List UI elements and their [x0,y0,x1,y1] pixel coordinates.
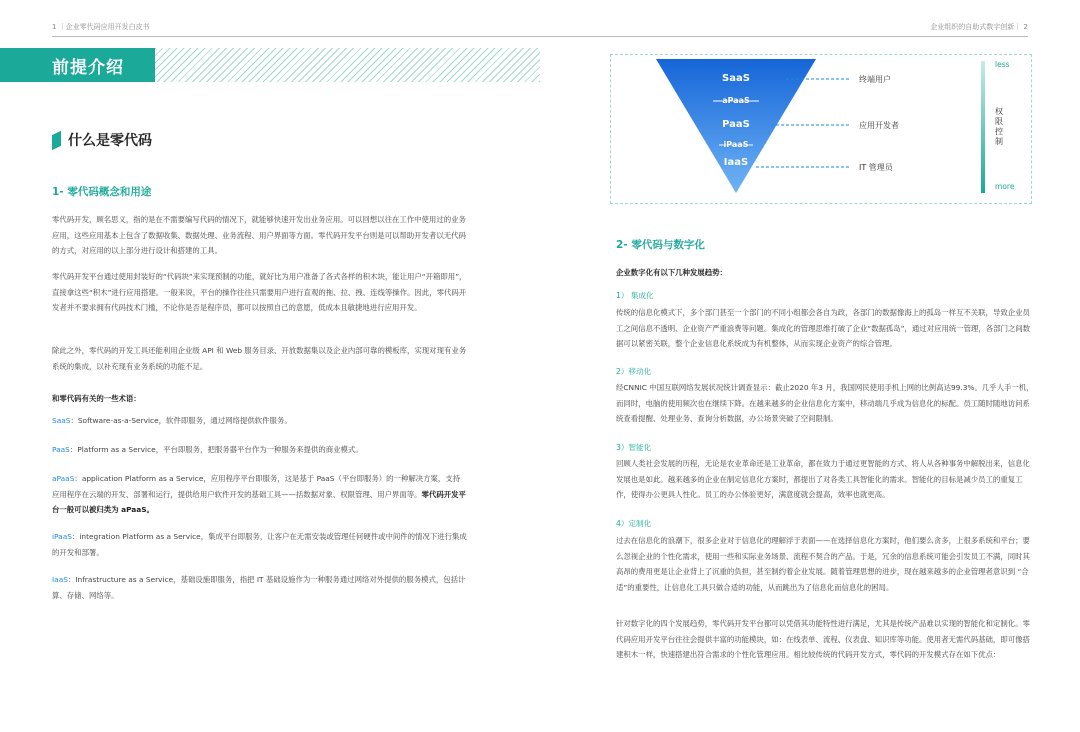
section-title: 什么是零代码 [68,133,152,149]
term-key: iPaaS [52,532,72,541]
trend-text-2: 经CNNIC 中国互联网络发展状况统计调查显示：截止2020 年3 月，我国网民使用手机上网的比例高达99.3%。几乎人手一机，而同时，电脑的使用频次也在继续下降。在越来越多的企业信息化方案中，移动端几乎成为信息化的标配。员工随时随地访问系统查看提醒、处理业务、查询分析数据，办公场景突破了空间限制。 [616,383,1034,423]
chapter-banner [0,48,540,82]
header-rule-left [52,36,540,37]
trend-text-1: 传统的信息化模式下，多个部门甚至一个部门的不同小组都会各自为政，各部门的数据像海上的孤岛一样互不关联，导致企业员工之间信息不透明、企业资产严重浪费等问题。集成化的管理思维打破了企业“数据孤岛”，通过对应用统一管理，各部门之间数据可以紧密关联，整个企业信息化系统成为有机整体，从而实现企业资产的综合管理。 [616,308,1031,348]
layer-saas: SaaS [722,73,750,84]
trend-text-3: 回顾人类社会发展的历程，无论是农业革命还是工业革命，都在致力于通过更智能的方式、将人从各种事务中解脱出来，信息化发展也是如此。越来越多的企业在制定信息化方案时，都提出了对各类工具智能化的需求。智能化的目标是减少员工的重复工作，使得办公更具人性化。员工的办公体验更好，满意度就会提高，效率也就更高。 [616,459,1030,499]
term-iaas: IaaS：Infrastructure as a Service，基础设施即服务，指把 IT 基础设施作为一种服务通过网络对外提供的服务模式，包括计算、存储、网络等。 [52,575,466,600]
term-apaas-emphasis: 零代码开发平台一般可以被归类为 aPaaS。 [52,489,466,514]
banner-hatch-pattern [155,48,540,82]
term-key: PaaS [52,445,70,454]
running-head-left: 1 ｜企业零代码应用开发白皮书 [52,23,150,31]
header-rule-right [540,36,1028,37]
term-ipaas: iPaaS：integration Platform as a Service，集成平台即服务，让客户在无需安装或管理任何硬件或中间件的情况下进行集成的开发和部署。 [52,532,467,557]
axis-label-permission: 权限控制 [995,107,1003,146]
subsection-heading-1: 1- 零代码概念和用途 [52,186,152,198]
term-key: SaaS [52,416,71,425]
terms-heading: 和零代码有关的一些术语： [52,394,141,403]
trend-title-4: 4）定制化 [616,519,652,528]
layer-paas: PaaS [722,119,750,130]
service-pyramid-diagram [610,54,1032,204]
chapter-title: 前提介绍 [52,58,124,78]
paragraph-2: 零代码开发平台通过使用封装好的“代码块”来实现预制的功能，就好比为用户准备了各式各样的积木块，能让用户“开箱即用”，直接拿这些“积木”进行应用搭建。一般来说，平台的操作往往只需要用户进行直观的拖、拉、拽、连线等操作。因此，零代码开发者并不要求拥有代码技术门槛，不论你是否是程序员，都可以按照自己的意愿，低成本且敏捷地进行应用开发。 [52,272,467,312]
term-key: IaaS [52,575,68,584]
paragraph-3: 除此之外，零代码的开发工具还能利用企业级 API 和 Web 服务目录、开放数据集以及企业内部可靠的模板库，实现对现有业务系统的集成，以补充现有业务系统的功能不足。 [52,346,467,371]
axis-more: more [995,182,1015,191]
layer-apaas: aPaaS [722,96,750,105]
running-head-right: 企业组织的自助式数字创新｜ 2 [930,23,1028,31]
layer-iaas: IaaS [723,157,749,168]
trend-title-3: 3）智能化 [616,443,652,452]
trend-title-1: 1） 集成化 [616,291,654,300]
role-end-user: 终端用户 [859,75,891,84]
control-gradient-bar [981,61,985,193]
trends-intro: 企业数字化有以下几种发展趋势： [616,268,727,277]
trend-text-4: 过去在信息化的浪潮下，很多企业对于信息化的理解浮于表面——在选择信息化方案时，他们要么贪多，上很多系统和平台；要么忽视企业的个性化需求，使用一些和实际业务场景、流程不契合的产品。于是，冗余的信息系统可能会引发员工不满，同时其高昂的费用更是让企业背上了沉重的负担，甚至制约着企业发展。随着管理思想的进步，现在越来越多的企业管理者意识到 “合适”的重要性，让信息化工具只做合适的功能，从而跳出为了信息化而信息化的困局。 [616,536,1030,592]
paragraph-1: 零代码开发，顾名思义，指的是在不需要编写代码的情况下，就能够快速开发出业务应用。可以回想以往在工作中使用过的业务应用，这些应用基本上包含了数据收集、数据处理、业务流程、用户界面等方面。零代码开发平台则是可以帮助开发者以无代码的方式，对应用的以上部分进行设计和搭建的工具。 [52,215,466,255]
section-marker-icon [52,131,61,150]
pyramid-svg [611,55,1031,203]
term-saas: SaaS：Software-as-a-Service，软件即服务，通过网络提供软件服务。 [52,416,292,425]
term-paas: PaaS：Platform as a Service，平台即服务，把服务器平台作为一种服务来提供的商业模式。 [52,445,363,454]
closing-paragraph: 针对数字化的四个发展趋势，零代码开发平台都可以凭借其功能特性进行满足，尤其是传统产品难以实现的智能化和定制化。零代码应用开发平台往往会提供丰富的功能模块，如：在线表单、流程、仪表盘、知识库等功能。使用者无需代码基础，即可像搭建积木一样，快速搭建出符合需求的个性化管理应用。相比较传统的代码开发方式，零代码的开发模式存在如下优点： [616,619,1030,659]
role-it-admin: IT 管理员 [859,163,893,172]
role-app-developer: 应用开发者 [859,121,899,130]
subsection-heading-2: 2- 零代码与数字化 [616,239,705,251]
right-page [540,0,1080,732]
axis-less: less [995,60,1010,69]
layer-ipaas: iPaaS [723,140,749,149]
trend-title-2: 2）移动化 [616,367,652,376]
term-apaas: aPaaS：application Platform as a Service，应用程序平台即服务，这是基于 PaaS（平台即服务）的一种解决方案，支持应用程序在云端的开发、部署和运行，提供给用户软件开发的基础工具——括数据对象、权限管理、用户界面等。零代码开发平台一般可以被归类为 aPaaS。 [52,474,466,514]
term-key: aPaaS [52,474,75,483]
